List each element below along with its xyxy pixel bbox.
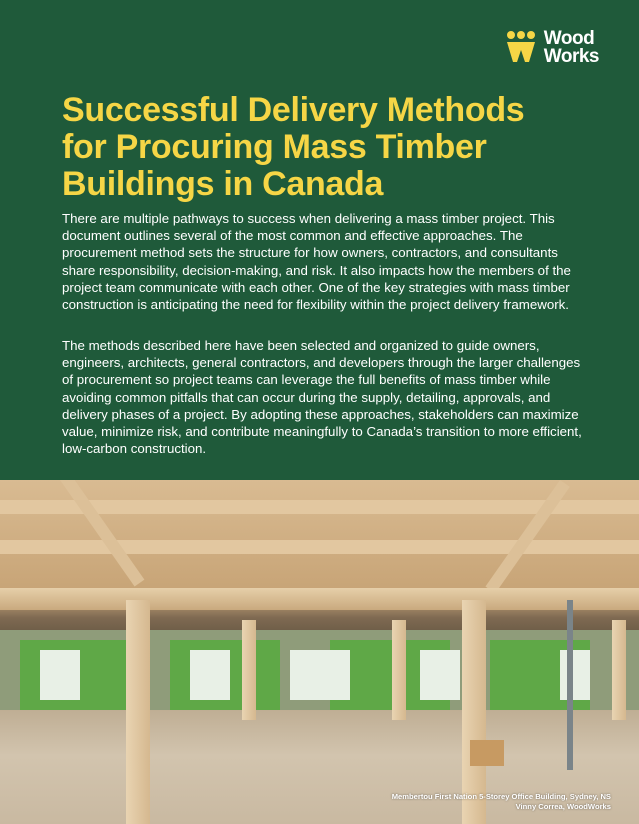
window: [290, 650, 350, 700]
logo-wordmark: [544, 30, 599, 66]
logo-line-1: Wood: [543, 28, 595, 49]
window: [420, 650, 460, 700]
title-line-2: for Procuring Mass Timber: [62, 128, 487, 166]
page-title: [62, 92, 582, 203]
steel-pole: [567, 600, 573, 770]
logo-line-2: Works: [543, 46, 599, 67]
woodworks-logo: [506, 30, 599, 66]
title-line-3: Buildings in Canada: [62, 165, 384, 203]
caption-line-1: Membertou First Nation 5-Storey Office Building, Sydney, NS: [391, 792, 611, 801]
window: [560, 650, 590, 700]
woodworks-logo-icon: [506, 30, 536, 64]
girder: [0, 588, 639, 610]
timber-column: [126, 600, 150, 824]
ceiling-beam: [0, 540, 639, 554]
photo-caption: [392, 792, 611, 812]
timber-column: [462, 600, 486, 824]
window: [190, 650, 230, 700]
timber-column: [612, 620, 626, 720]
intro-paragraph-2: The methods described here have been selected and organized to guide owners, engineers, architects, general contractors, and developers through the larger challenges of procurement so project teams can leverage the full benefits of mass timber while avoiding common pitfalls that can occur during the supply, detailing, approvals, and delivery phases of a project. By adopting these approaches, stakeholders can maximize value, minimize risk, and contribute meaningfully to Canada’s transition to more efficient, low-carbon construction.: [62, 338, 582, 457]
building-photo: [0, 480, 639, 824]
timber-column: [392, 620, 406, 720]
title-line-1: Successful Delivery Methods: [62, 91, 525, 129]
window: [40, 650, 80, 700]
cardboard-box: [470, 740, 504, 766]
intro-paragraph-1: There are multiple pathways to success when delivering a mass timber project. This document outlines several of the most common and effective approaches. The procurement method sets the structure for how owners, contractors, and consultants share responsibility, decision-making, and risk. It also impacts how the members of the project team communicate with each other. One of the key strategies with mass timber construction is anticipating the need for flexibility within the project delivery framework.: [62, 211, 571, 313]
timber-column: [242, 620, 256, 720]
caption-line-2: Vinny Correa, WoodWorks: [515, 802, 611, 811]
